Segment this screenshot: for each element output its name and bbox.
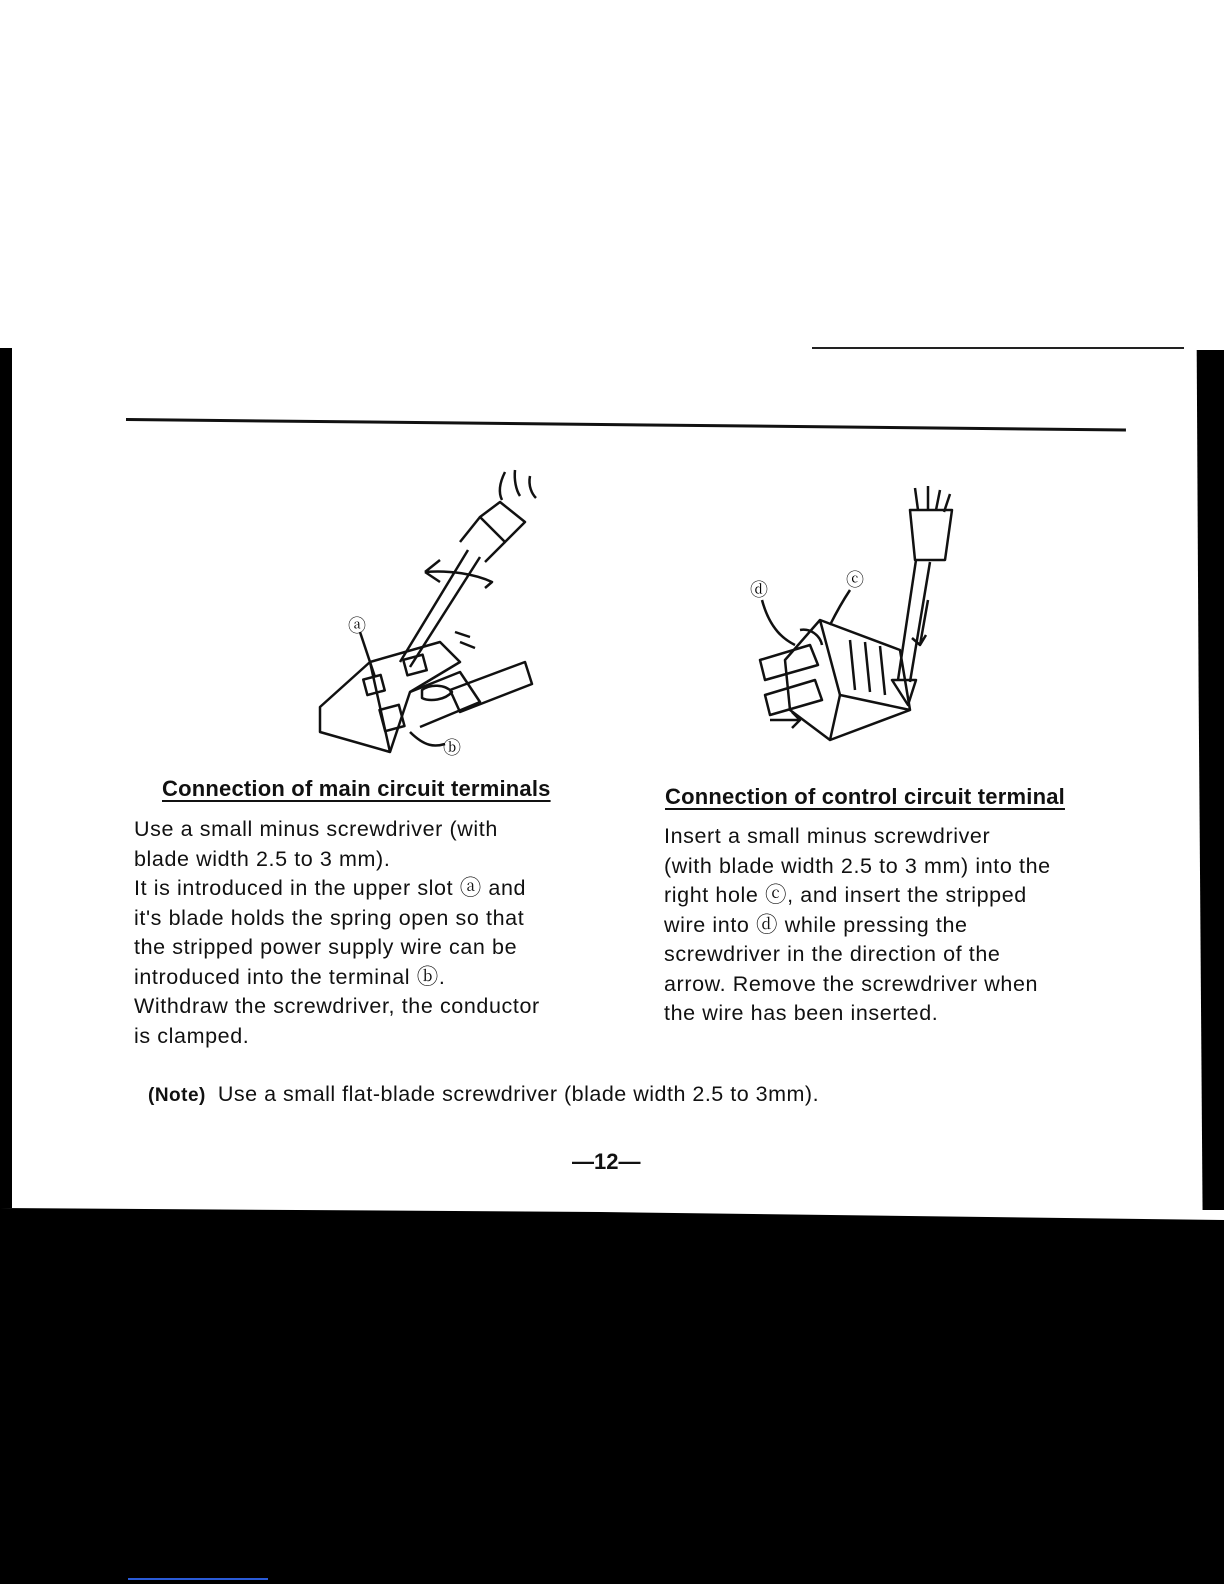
note	[148, 1082, 819, 1107]
scan-border-bottom	[0, 1200, 1224, 1584]
scan-border-right	[1185, 350, 1224, 1210]
label-b: ⓑ	[443, 738, 461, 759]
main-terminal-illustration	[300, 462, 550, 762]
control-terminal-illustration	[740, 480, 980, 770]
label-a: ⓐ	[348, 616, 366, 637]
scan-edge-line	[812, 347, 1184, 349]
main-circuit-text: Use a small minus screwdriver (with blade width 2.5 to 3 mm). It is introduced in the upper slot ⓐ and it's blade holds the spring open so that the stripped power supply wire can be introduced into the terminal ⓑ. Withdraw the screwdriver, the conductor is clamped.	[134, 817, 540, 1048]
scan-blue-mark	[128, 1578, 268, 1580]
label-d: ⓓ	[750, 580, 768, 601]
main-circuit-heading: Connection of main circuit terminals	[162, 776, 551, 801]
control-circuit-heading: Connection of control circuit terminal	[665, 784, 1065, 809]
note-label: (Note)	[148, 1085, 206, 1106]
header-rule	[126, 418, 1126, 431]
control-circuit-text: Insert a small minus screwdriver (with blade width 2.5 to 3 mm) into the right hole ⓒ, and insert the stripped wire into ⓓ while pressing the screwdriver in the direction of the arrow. Remove the screwdriver when the wire has been inserted.	[664, 824, 1051, 1025]
page-number: —12—	[572, 1149, 641, 1174]
scan-border-left	[0, 348, 12, 1208]
note-text: Use a small flat-blade screwdriver (blade width 2.5 to 3mm).	[217, 1082, 820, 1106]
label-c: ⓒ	[846, 570, 864, 591]
